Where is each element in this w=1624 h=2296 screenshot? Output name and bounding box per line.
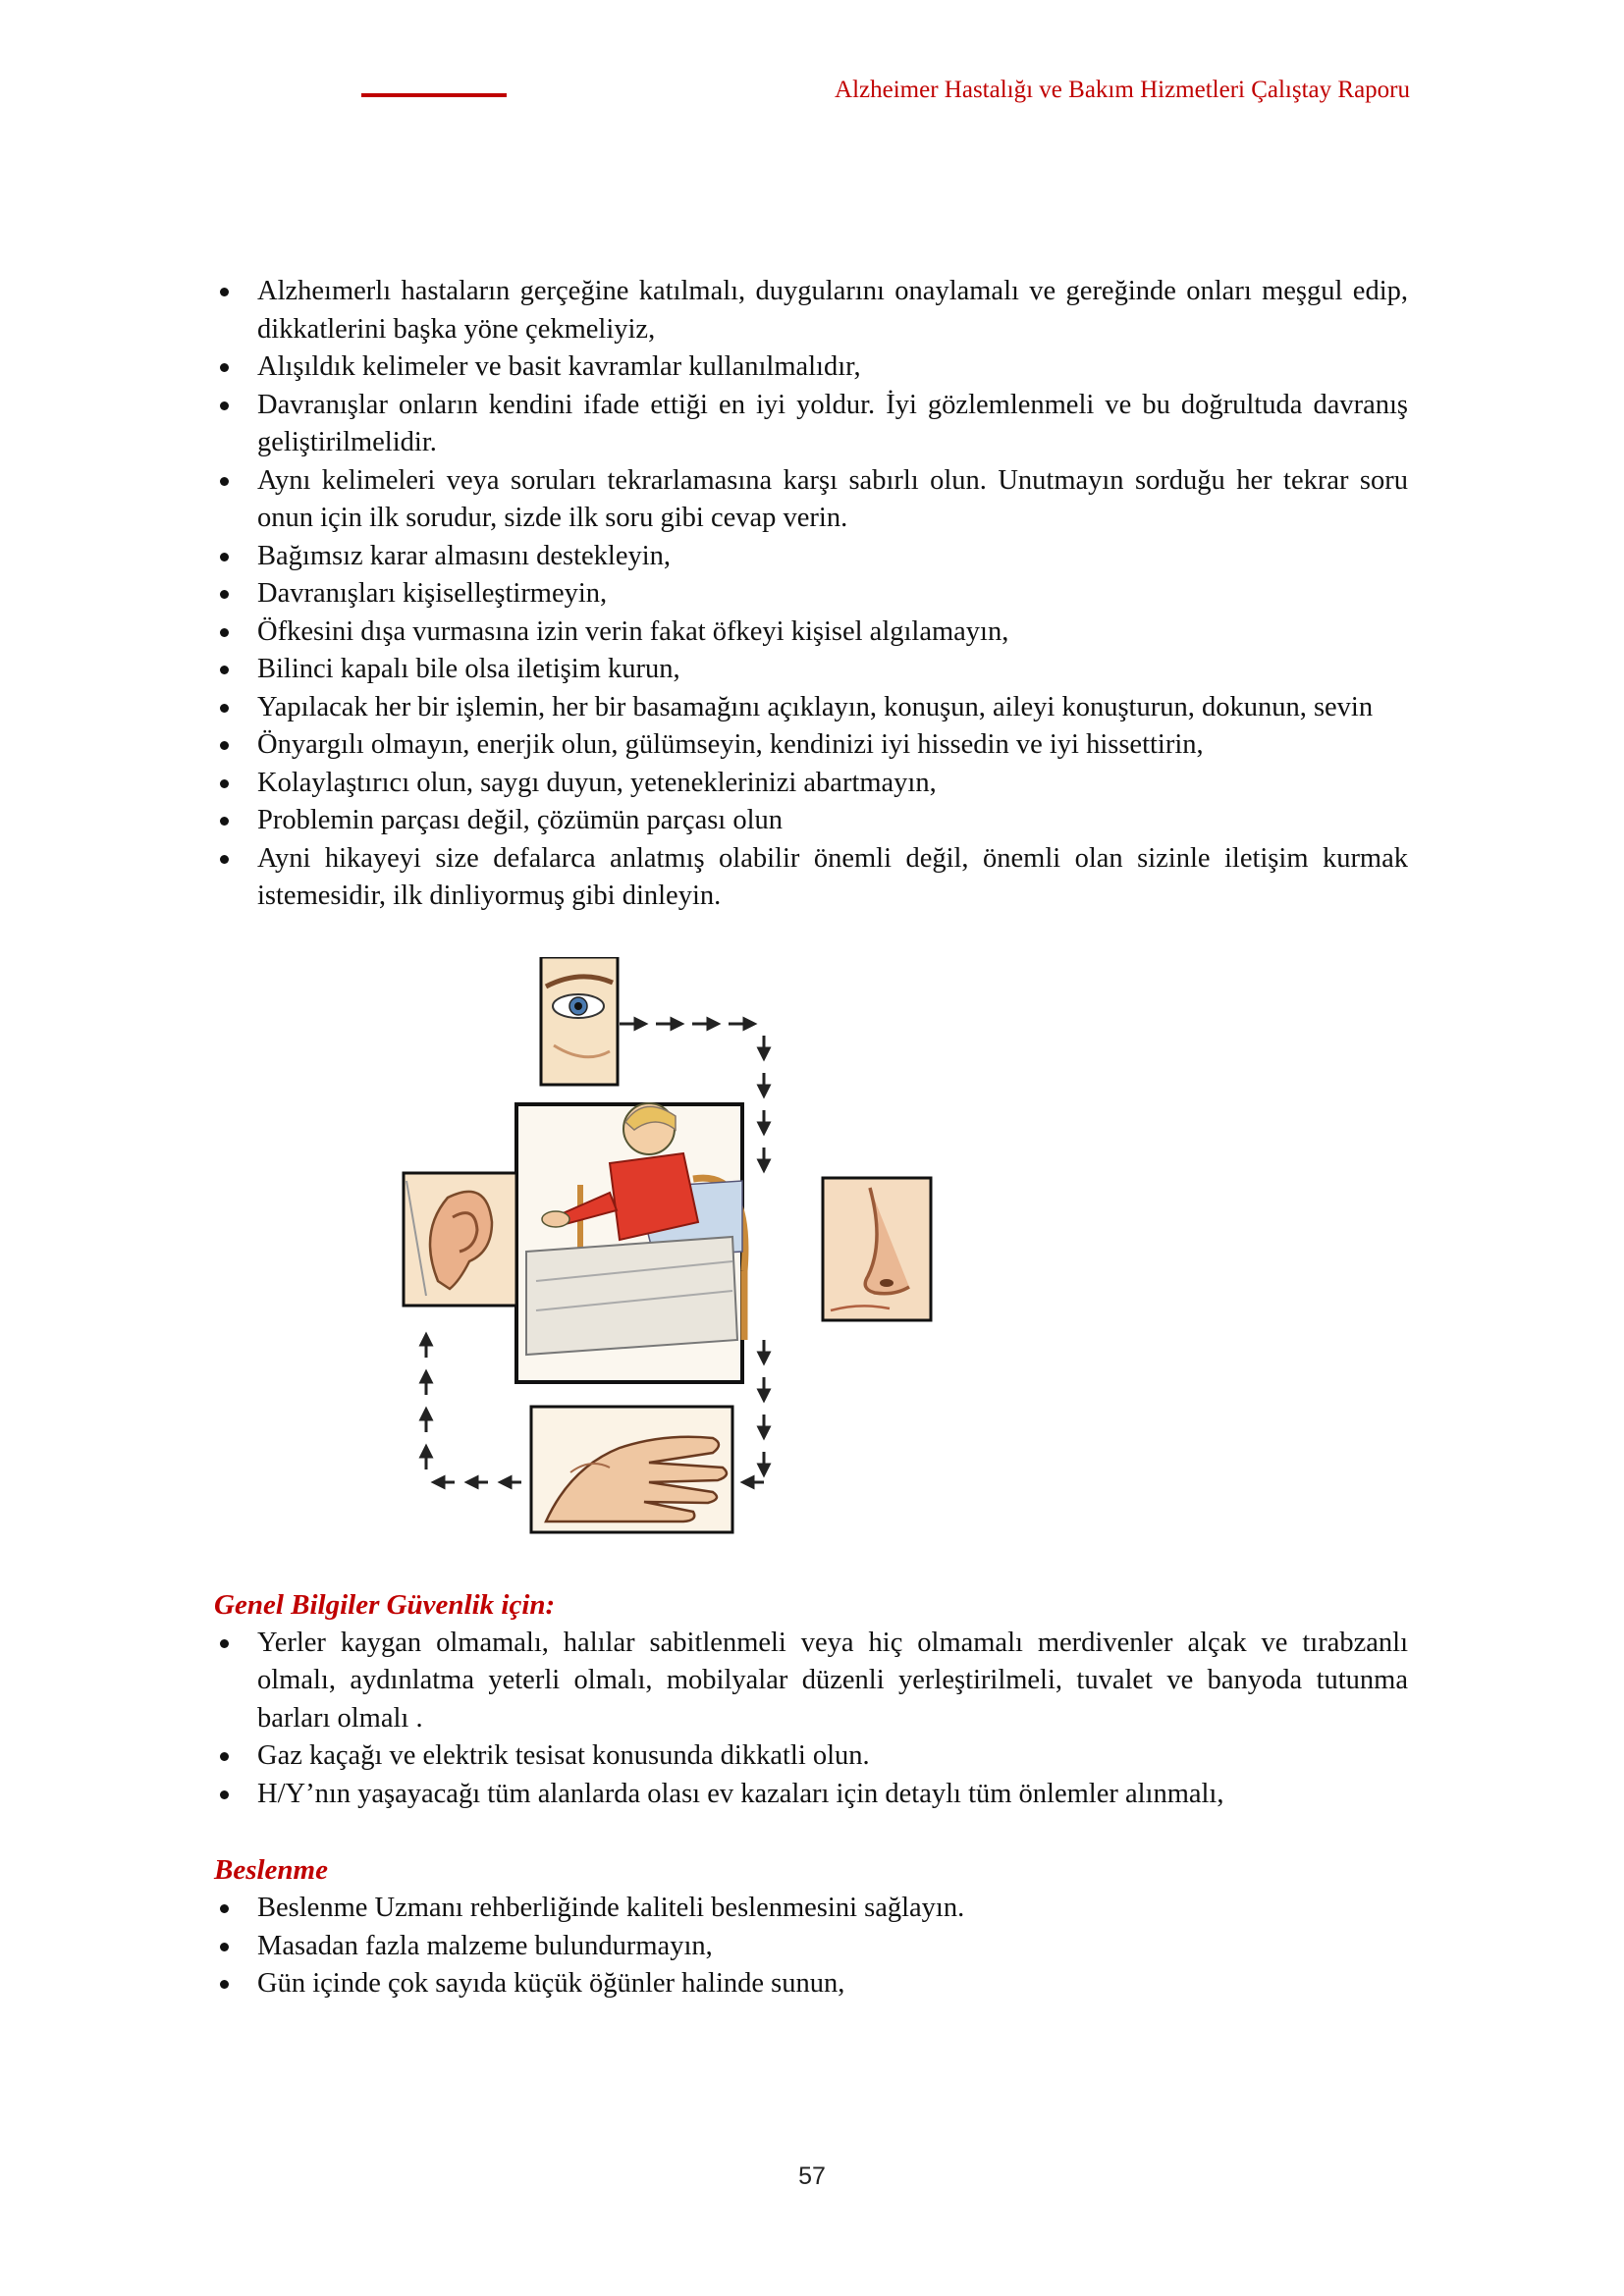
- running-header-title: Alzheimer Hastalığı ve Bakım Hizmetleri Çalıştay Raporu: [835, 77, 1410, 103]
- list-item: Yapılacak her bir işlemin, her bir basamağını açıklayın, konuşun, aileyi konuşturun, dokunun, sevin: [214, 689, 1408, 727]
- list-item: Kolaylaştırıcı olun, saygı duyun, yeteneklerinizi abartmayın,: [214, 765, 1408, 803]
- list-item: Masadan fazla malzeme bulundurmayın,: [214, 1928, 1408, 1966]
- list-item: Davranışları kişiselleştirmeyin,: [214, 575, 1408, 614]
- list-item: Problemin parçası değil, çözümün parçası olun: [214, 802, 1408, 840]
- list-item: Bağımsız karar almasını destekleyin,: [214, 538, 1408, 576]
- list-item: Gaz kaçağı ve elektrik tesisat konusunda dikkatli olun.: [214, 1737, 1408, 1776]
- care-tips-list: [214, 273, 1408, 916]
- safety-list: [214, 1625, 1408, 1814]
- hand-icon: [531, 1407, 732, 1532]
- page-number: 57: [798, 2163, 826, 2190]
- list-item: Gün içinde çok sayıda küçük öğünler halinde sunun,: [214, 1965, 1408, 2003]
- list-item: Alzheımerlı hastaların gerçeğine katılmalı, duygularını onaylamalı ve gereğinde onları meşgul edip, dikkatlerini başka yöne çekmeliyiz,: [214, 273, 1408, 348]
- list-item: H/Y’nın yaşayacağı tüm alanlarda olası ev kazaları için detaylı tüm önlemler alınmalı,: [214, 1776, 1408, 1814]
- list-item: Önyargılı olmayın, enerjik olun, gülümseyin, kendinizi iyi hissedin ve iyi hissettirin,: [214, 726, 1408, 765]
- header-accent-rule: [361, 93, 507, 97]
- list-item: Ayni hikayeyi size defalarca anlatmış olabilir önemli değil, önemli olan sizinle iletişim kurmak istemesidir, ilk dinliyormuş gibi dinleyin.: [214, 840, 1408, 916]
- section-heading-nutrition: Beslenme: [214, 1854, 328, 1886]
- list-item: Öfkesini dışa vurmasına izin verin fakat öfkeyi kişisel algılamayın,: [214, 614, 1408, 652]
- nutrition-list: [214, 1890, 1408, 2003]
- senses-illustration: [399, 957, 960, 1534]
- list-item: Beslenme Uzmanı rehberliğinde kaliteli beslenmesini sağlayın.: [214, 1890, 1408, 1928]
- eye-icon: [541, 957, 618, 1085]
- section-heading-safety: Genel Bilgiler Güvenlik için:: [214, 1588, 556, 1621]
- list-item: Davranışlar onların kendini ifade ettiği en iyi yoldur. İyi gözlemlenmeli ve bu doğrultuda davranış geliştirilmelidir.: [214, 387, 1408, 462]
- list-item: Alışıldık kelimeler ve basit kavramlar kullanılmalıdır,: [214, 348, 1408, 387]
- list-item: Yerler kaygan olmamalı, halılar sabitlenmeli veya hiç olmamalı merdivenler alçak ve tırabzanlı olmalı, aydınlatma yeterli olmalı, mobilyalar düzenli yerleştirilmeli, tuvalet ve banyoda tutunma barları olmalı .: [214, 1625, 1408, 1738]
- list-item: Bilinci kapalı bile olsa iletişim kurun,: [214, 651, 1408, 689]
- patient-in-bed-scene: [516, 1103, 745, 1382]
- nose-icon: [823, 1178, 931, 1320]
- page-content: [214, 273, 1408, 2003]
- list-item: Aynı kelimeleri veya soruları tekrarlamasına karşı sabırlı olun. Unutmayın sorduğu her tekrar soru onun için ilk sorudur, sizde ilk soru gibi cevap verin.: [214, 462, 1408, 538]
- ear-icon: [404, 1173, 516, 1306]
